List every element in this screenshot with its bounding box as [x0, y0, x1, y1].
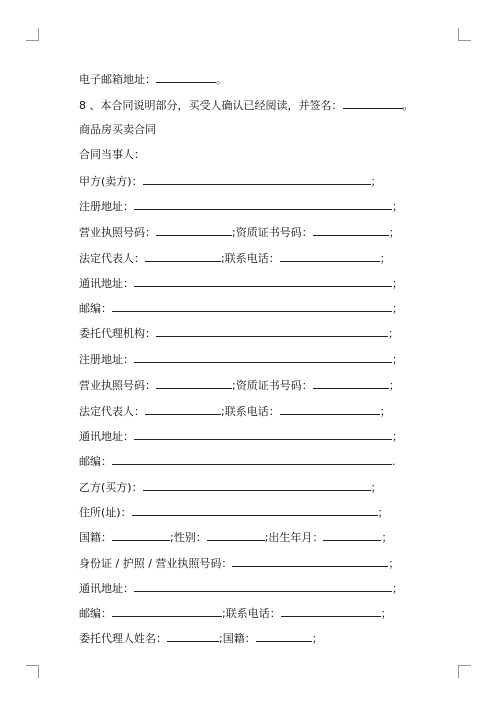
- line-text: ；: [388, 379, 400, 392]
- fill-in-blank[interactable]: [143, 479, 371, 491]
- line-text: 。: [216, 73, 227, 86]
- line-text: 电子邮箱地址：: [79, 73, 156, 86]
- fill-in-blank[interactable]: [112, 300, 392, 312]
- fill-in-blank[interactable]: [323, 529, 381, 541]
- contract-line: [79, 173, 382, 187]
- fill-in-blank[interactable]: [207, 529, 265, 541]
- line-text: 商品房买卖合同: [79, 123, 156, 136]
- fill-in-blank[interactable]: [313, 377, 389, 389]
- fill-in-blank[interactable]: [343, 97, 403, 109]
- line-text: ；: [388, 226, 400, 239]
- fill-in-blank[interactable]: [281, 605, 381, 617]
- line-text: 营业执照号码：: [79, 379, 156, 392]
- contract-line: [79, 504, 389, 518]
- contract-line: [79, 630, 323, 644]
- contract-line: [79, 377, 400, 391]
- fill-in-blank[interactable]: [132, 504, 378, 516]
- line-text: 国籍：: [79, 531, 112, 544]
- line-text: 合同当事人：: [79, 148, 145, 161]
- line-text: ;资质证书号码：: [232, 379, 313, 392]
- contract-line: [79, 325, 399, 339]
- line-text: 甲方(卖方)：: [79, 175, 143, 188]
- contract-line: [79, 71, 227, 85]
- fill-in-blank[interactable]: [134, 428, 392, 440]
- contract-line: [79, 97, 414, 111]
- fill-in-blank[interactable]: [280, 403, 380, 415]
- crop-mark-bottom-right: [458, 665, 471, 678]
- line-text: ；: [392, 277, 403, 290]
- fill-in-blank[interactable]: [167, 630, 219, 642]
- line-text: ；: [392, 200, 403, 213]
- contract-line: [79, 300, 403, 314]
- line-text: ；: [370, 175, 382, 188]
- line-text: 邮编：: [79, 455, 112, 468]
- fill-in-blank[interactable]: [145, 403, 221, 415]
- fill-in-blank[interactable]: [112, 453, 392, 465]
- contract-line: [79, 605, 392, 619]
- fill-in-blank[interactable]: [280, 250, 380, 262]
- line-text: 乙方(买方)：: [79, 481, 143, 494]
- line-text: ；: [392, 582, 403, 595]
- line-text: ；: [388, 557, 400, 570]
- line-text: 营业执照号码：: [79, 226, 156, 239]
- contract-line: [79, 479, 382, 493]
- contract-line: [79, 198, 403, 212]
- fill-in-blank[interactable]: [313, 224, 389, 236]
- line-text: 法定代表人：: [79, 405, 145, 418]
- line-text: .: [392, 455, 396, 468]
- contract-line: [79, 428, 403, 442]
- contract-line: [79, 453, 396, 467]
- contract-line: [79, 148, 145, 162]
- line-text: 住所(址)：: [79, 506, 132, 519]
- line-text: ；: [380, 607, 392, 620]
- fill-in-blank[interactable]: [134, 198, 392, 210]
- line-text: ；: [392, 302, 403, 315]
- fill-in-blank[interactable]: [156, 224, 232, 236]
- line-text: 注册地址：: [79, 200, 134, 213]
- line-text: ;性别：: [170, 531, 207, 544]
- fill-in-blank[interactable]: [143, 173, 371, 185]
- fill-in-blank[interactable]: [112, 605, 222, 617]
- fill-in-blank[interactable]: [145, 250, 221, 262]
- line-text: 委托代理机构：: [79, 327, 156, 340]
- fill-in-blank[interactable]: [156, 325, 388, 337]
- line-text: ;国籍：: [219, 632, 256, 645]
- line-text: 身份证 / 护照 / 营业执照号码：: [79, 557, 233, 570]
- fill-in-blank[interactable]: [156, 71, 216, 83]
- fill-in-blank[interactable]: [156, 377, 232, 389]
- line-text: 邮编：: [79, 607, 112, 620]
- fill-in-blank[interactable]: [112, 529, 170, 541]
- crop-mark-bottom-left: [26, 665, 39, 678]
- line-text: 。: [402, 99, 414, 112]
- line-text: 委托代理人姓名：: [79, 632, 167, 645]
- fill-in-blank[interactable]: [134, 580, 392, 592]
- contract-line: [79, 275, 403, 289]
- line-text: ;联系电话：: [221, 405, 280, 418]
- contract-line: [79, 403, 391, 417]
- line-text: 通讯地址：: [79, 430, 134, 443]
- line-text: ；: [388, 327, 399, 340]
- fill-in-blank[interactable]: [134, 275, 392, 287]
- line-text: ;联系电话：: [221, 252, 280, 265]
- line-text: 通讯地址：: [79, 277, 134, 290]
- line-text: 通讯地址：: [79, 582, 134, 595]
- contract-line: [79, 224, 400, 238]
- crop-mark-top-left: [26, 28, 39, 41]
- line-text: ;资质证书号码：: [232, 226, 313, 239]
- line-text: ；: [377, 506, 389, 519]
- contract-line: [79, 555, 399, 569]
- fill-in-blank[interactable]: [256, 630, 312, 642]
- contract-line: [79, 123, 156, 137]
- contract-line: [79, 580, 403, 594]
- line-text: ；: [392, 353, 403, 366]
- crop-mark-top-right: [458, 28, 471, 41]
- line-text: ;联系电话：: [222, 607, 281, 620]
- line-text: ；: [381, 531, 393, 544]
- line-text: ;出生年月：: [264, 531, 324, 544]
- line-text: ；: [379, 252, 391, 265]
- line-text: ；: [379, 405, 391, 418]
- line-text: ；: [311, 632, 323, 645]
- fill-in-blank[interactable]: [232, 555, 388, 567]
- line-text: 注册地址：: [79, 353, 134, 366]
- line-text: ；: [370, 481, 382, 494]
- contract-line: [79, 351, 403, 365]
- contract-line: [79, 529, 392, 543]
- line-text: ；: [392, 430, 403, 443]
- line-text: 8 、本合同说明部分，买受人确认已经阅读，并签名：: [79, 99, 343, 112]
- fill-in-blank[interactable]: [134, 351, 392, 363]
- contract-line: [79, 250, 391, 264]
- line-text: 邮编：: [79, 302, 112, 315]
- line-text: 法定代表人：: [79, 252, 145, 265]
